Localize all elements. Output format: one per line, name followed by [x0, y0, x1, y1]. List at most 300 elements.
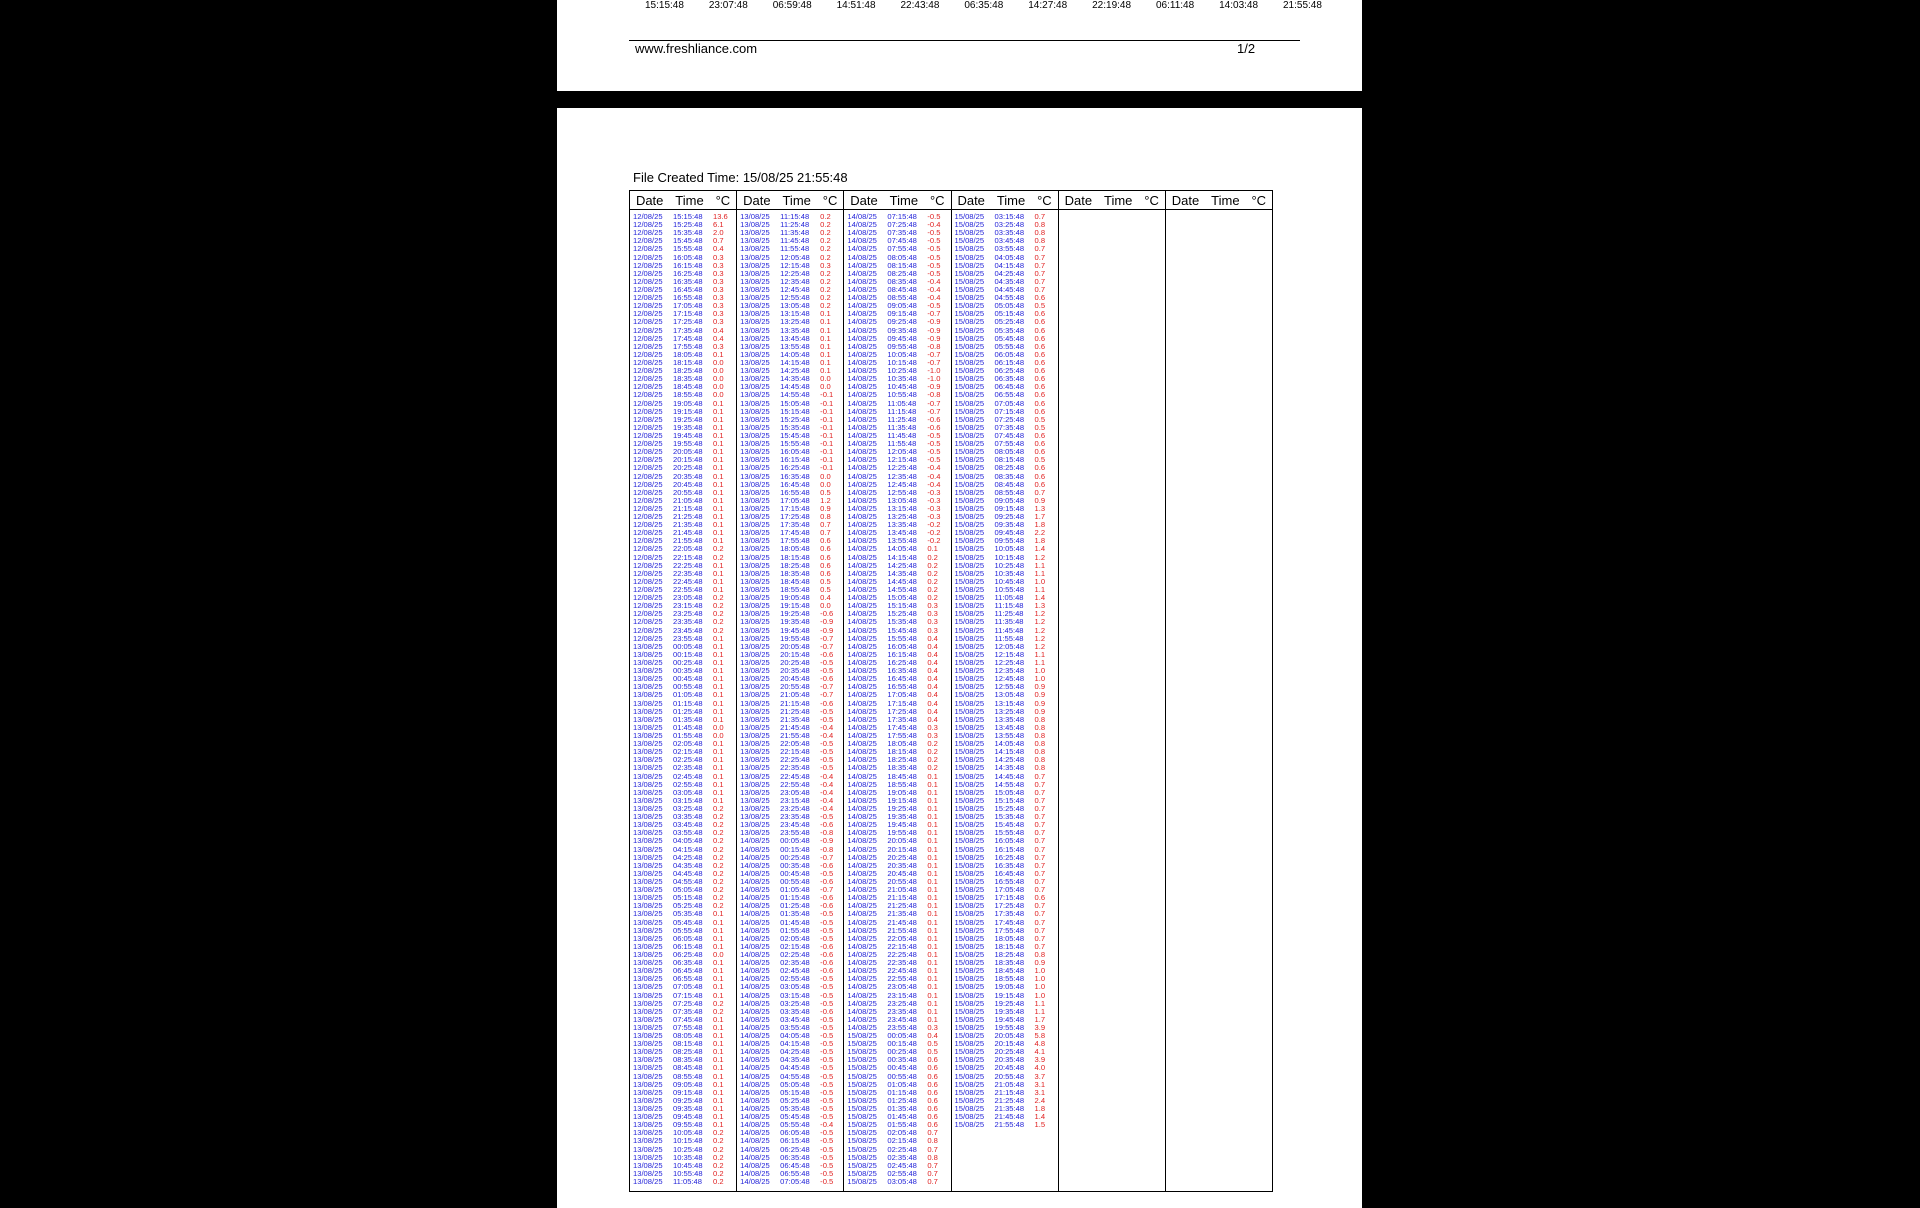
date-cell: 15/08/25	[954, 325, 985, 335]
date-cell: 13/08/25	[740, 739, 770, 749]
temperature-cell: 0.6	[1034, 293, 1046, 303]
time-cell: 11:05:48	[887, 398, 917, 408]
time-cell: 07:15:48	[887, 212, 917, 221]
date-cell: 12/08/25	[633, 357, 663, 367]
time-cell: 00:05:48	[780, 836, 810, 846]
date-cell: 14/08/25	[847, 1014, 877, 1024]
time-cell: 09:15:48	[887, 309, 917, 319]
date-cell: 15/08/25	[954, 1006, 985, 1016]
date-cell: 14/08/25	[847, 990, 877, 1000]
temperature-cell: 1.8	[1034, 536, 1046, 546]
date-cell: 15/08/25	[954, 536, 985, 546]
date-cell: 14/08/25	[740, 1152, 770, 1162]
table-row	[740, 1178, 841, 1186]
temperature-cell: -0.5	[820, 1079, 834, 1089]
time-cell: 23:05:48	[780, 787, 810, 797]
date-cell: 12/08/25	[633, 585, 663, 595]
time-cell: 19:25:48	[887, 803, 917, 813]
time-cell: 15:45:48	[673, 236, 703, 246]
temperature-cell: -0.5	[927, 301, 941, 311]
date-cell: 15/08/25	[954, 520, 985, 530]
time-cell: 18:35:48	[994, 958, 1025, 968]
temperature-cell: 0.7	[1034, 787, 1046, 797]
temperature-cell: 0.4	[713, 325, 724, 335]
time-cell: 18:15:48	[994, 941, 1025, 951]
temperature-cell: -0.5	[820, 658, 834, 668]
table-column-group	[630, 191, 737, 1191]
temperature-cell: -0.4	[820, 771, 834, 781]
time-cell: 09:45:48	[887, 333, 917, 343]
temperature-cell: 0.1	[713, 479, 724, 489]
date-cell: 15/08/25	[954, 512, 985, 522]
temperature-cell: 0.6	[1034, 447, 1046, 457]
date-cell: 15/08/25	[954, 1055, 985, 1065]
date-cell: 15/08/25	[954, 357, 985, 367]
temperature-cell: -0.5	[927, 228, 941, 238]
time-cell: 23:35:48	[887, 1006, 917, 1016]
temperature-cell: 0.1	[713, 690, 724, 700]
table-rows	[1166, 210, 1272, 213]
date-cell: 15/08/25	[954, 439, 985, 449]
date-cell: 13/08/25	[740, 731, 770, 740]
time-cell: 12:35:48	[780, 276, 810, 286]
time-cell: 18:45:48	[994, 966, 1025, 976]
time-cell: 00:15:48	[673, 649, 703, 659]
temperature-cell: -0.6	[820, 1006, 834, 1016]
temperature-cell: 0.8	[1034, 236, 1046, 246]
time-cell: 13:45:48	[780, 333, 810, 343]
temperature-cell: 0.1	[927, 933, 938, 943]
time-cell: 00:25:48	[887, 1047, 917, 1057]
time-cell: 07:55:48	[887, 244, 917, 254]
time-cell: 09:55:48	[887, 341, 917, 351]
time-cell: 09:25:48	[994, 512, 1025, 522]
temperature-cell: 0.2	[713, 998, 724, 1008]
temperature-cell: 0.1	[713, 568, 724, 578]
date-cell: 15/08/25	[847, 1071, 877, 1081]
temperature-cell: 0.1	[927, 868, 938, 878]
time-cell: 06:05:48	[780, 1128, 810, 1138]
date-cell: 13/08/25	[740, 633, 770, 643]
temperature-cell: 0.1	[713, 1087, 724, 1097]
time-cell: 19:25:48	[673, 414, 703, 424]
time-cell: 00:45:48	[673, 674, 703, 684]
date-cell: 12/08/25	[633, 536, 663, 546]
date-cell: 14/08/25	[740, 1039, 770, 1049]
time-cell: 16:45:48	[780, 479, 810, 489]
date-cell: 13/08/25	[633, 1160, 663, 1170]
time-cell: 22:55:48	[887, 974, 917, 984]
temperature-cell: 1.0	[1034, 990, 1046, 1000]
temperature-cell: 0.6	[820, 552, 831, 562]
time-cell: 17:35:48	[994, 909, 1025, 919]
temperature-cell: -0.5	[820, 1095, 834, 1105]
date-cell: 14/08/25	[847, 585, 877, 595]
time-cell: 19:15:48	[887, 795, 917, 805]
temperature-cell: 1.7	[1034, 512, 1046, 522]
date-cell: 14/08/25	[740, 1047, 770, 1057]
date-cell: 13/08/25	[740, 366, 770, 376]
date-cell: 15/08/25	[954, 771, 985, 781]
time-cell: 10:35:48	[673, 1152, 703, 1162]
temperature-cell: 0.7	[1034, 779, 1046, 789]
time-cell: 18:35:48	[887, 763, 917, 773]
temperature-cell: 0.3	[927, 1022, 938, 1032]
temperature-cell: 0.6	[927, 1071, 938, 1081]
temperature-cell: 0.1	[713, 641, 724, 651]
time-cell: 07:45:48	[673, 1014, 703, 1024]
date-cell: 15/08/25	[954, 974, 985, 984]
date-cell: 14/08/25	[847, 698, 877, 708]
temperature-cell: 0.5	[1034, 422, 1046, 432]
temperature-cell: 0.7	[1034, 487, 1046, 497]
date-cell: 15/08/25	[847, 1128, 877, 1138]
time-cell: 21:15:48	[994, 1087, 1025, 1097]
time-cell: 18:15:48	[673, 357, 703, 367]
date-cell: 14/08/25	[847, 390, 877, 400]
date-cell: 15/08/25	[954, 820, 985, 830]
temperature-cell: 0.1	[713, 487, 724, 497]
time-cell: 02:45:48	[673, 771, 703, 781]
date-cell: 13/08/25	[740, 301, 770, 311]
date-cell: 14/08/25	[740, 998, 770, 1008]
table-column-group	[737, 191, 844, 1191]
time-cell: 07:25:48	[887, 220, 917, 230]
temperature-cell: -0.5	[820, 812, 834, 822]
time-cell: 02:15:48	[780, 941, 810, 951]
date-cell: 12/08/25	[633, 276, 663, 286]
time-cell: 21:15:48	[887, 893, 917, 903]
temperature-cell: 0.1	[927, 544, 938, 554]
date-cell: 15/08/25	[847, 1136, 877, 1146]
temperature-cell: 0.4	[713, 244, 724, 254]
time-cell: 12:15:48	[887, 455, 917, 465]
footer-url[interactable]: www.freshliance.com	[635, 41, 758, 56]
time-cell: 09:45:48	[673, 1112, 703, 1122]
temperature-cell: 0.2	[713, 844, 724, 854]
time-cell: 06:45:48	[994, 382, 1025, 392]
date-cell: 12/08/25	[633, 301, 663, 311]
time-cell: 16:35:48	[994, 860, 1025, 870]
temperature-cell: 1.8	[1034, 1104, 1046, 1114]
time-cell: 14:15:48	[887, 552, 917, 562]
time-cell: 10:35:48	[887, 374, 917, 384]
temperature-cell: 0.3	[927, 731, 938, 740]
temperature-cell: 0.0	[713, 722, 724, 732]
temperature-cell: -0.2	[927, 536, 941, 546]
temperature-cell: 0.2	[820, 236, 831, 246]
time-cell: 15:25:48	[780, 414, 810, 424]
temperature-cell: -0.5	[820, 974, 834, 984]
time-cell: 19:35:48	[994, 1006, 1025, 1016]
date-cell: 15/08/25	[954, 982, 985, 992]
temperature-cell: -0.4	[927, 471, 941, 481]
date-cell: 14/08/25	[740, 844, 770, 854]
date-cell: 12/08/25	[633, 236, 663, 246]
temperature-cell: 0.6	[927, 1112, 938, 1122]
date-cell: 15/08/25	[954, 706, 985, 716]
time-cell: 04:05:48	[994, 252, 1025, 262]
time-cell: 09:15:48	[673, 1087, 703, 1097]
date-cell: 14/08/25	[740, 893, 770, 903]
date-cell: 14/08/25	[740, 949, 770, 959]
table-row	[633, 1178, 734, 1186]
time-cell: 01:55:48	[673, 731, 703, 740]
time-cell: 07:35:48	[673, 1006, 703, 1016]
time-cell: 03:05:48	[673, 787, 703, 797]
temperature-cell: -0.6	[820, 893, 834, 903]
date-cell: 14/08/25	[847, 414, 877, 424]
time-cell: 02:05:48	[887, 1128, 917, 1138]
temperature-cell: 0.2	[713, 1006, 724, 1016]
temperature-cell: 0.1	[713, 576, 724, 586]
date-cell: 12/08/25	[633, 260, 663, 270]
time-cell: 18:45:48	[673, 382, 703, 392]
temperature-cell: 0.1	[927, 982, 938, 992]
time-cell: 22:25:48	[780, 755, 810, 765]
time-cell: 07:05:48	[673, 982, 703, 992]
date-cell: 13/08/25	[740, 220, 770, 230]
time-cell: 05:45:48	[780, 1112, 810, 1122]
time-cell: 17:55:48	[673, 341, 703, 351]
temperature-cell: 0.7	[1034, 260, 1046, 270]
temperature-cell: -0.1	[820, 390, 834, 400]
date-cell: 14/08/25	[847, 658, 877, 668]
time-cell: 03:35:48	[994, 228, 1025, 238]
header-cell: Time	[889, 192, 919, 208]
time-cell: 11:15:48	[994, 601, 1024, 611]
date-cell: 14/08/25	[740, 860, 770, 870]
time-cell: 03:45:48	[780, 1014, 810, 1024]
temperature-cell: 0.4	[927, 666, 938, 676]
time-cell: 18:55:48	[994, 974, 1025, 984]
temperature-cell: 0.4	[927, 1031, 938, 1041]
date-cell: 14/08/25	[847, 714, 877, 724]
temperature-cell: 0.6	[1034, 333, 1046, 343]
time-cell: 15:05:48	[780, 398, 810, 408]
date-cell: 14/08/25	[740, 1087, 770, 1097]
date-cell: 15/08/25	[954, 503, 985, 513]
time-cell: 08:25:48	[673, 1047, 703, 1057]
temperature-cell: -0.5	[820, 739, 834, 749]
temperature-cell: 1.2	[1034, 552, 1046, 562]
time-cell: 17:45:48	[673, 333, 703, 343]
date-cell: 14/08/25	[847, 447, 877, 457]
temperature-cell: -0.9	[927, 325, 941, 335]
date-cell: 14/08/25	[847, 422, 877, 432]
temperature-cell: 1.4	[1034, 1112, 1046, 1122]
temperature-cell: 0.4	[927, 649, 938, 659]
date-cell: 14/08/25	[847, 706, 877, 716]
temperature-cell: -0.8	[927, 341, 941, 351]
date-cell: 12/08/25	[633, 268, 663, 278]
time-cell: 05:45:48	[673, 917, 703, 927]
time-cell: 23:35:48	[780, 812, 810, 822]
temperature-cell: 0.1	[927, 771, 938, 781]
temperature-cell: -0.5	[820, 1160, 834, 1170]
temperature-cell: 0.2	[927, 593, 938, 603]
date-cell: 14/08/25	[847, 666, 877, 676]
time-cell: 13:25:48	[887, 512, 917, 522]
time-cell: 16:25:48	[887, 658, 917, 668]
temperature-cell: 0.7	[1034, 860, 1046, 870]
time-cell: 13:05:48	[780, 301, 810, 311]
temperature-cell: -0.8	[927, 390, 941, 400]
date-cell: 14/08/25	[740, 1022, 770, 1032]
date-cell: 15/08/25	[954, 593, 985, 603]
date-cell: 13/08/25	[740, 439, 770, 449]
date-cell: 14/08/25	[740, 885, 770, 895]
time-cell: 06:05:48	[994, 349, 1025, 359]
time-cell: 17:15:48	[673, 309, 703, 319]
temperature-cell: 0.7	[820, 528, 831, 538]
time-cell: 09:05:48	[887, 301, 917, 311]
time-cell: 07:35:48	[887, 228, 917, 238]
date-cell: 14/08/25	[847, 244, 877, 254]
temperature-cell: 0.5	[1034, 455, 1046, 465]
temperature-cell: 0.1	[927, 909, 938, 919]
temperature-cell: 0.0	[820, 601, 831, 611]
time-cell: 01:05:48	[780, 885, 810, 895]
temperature-cell: 0.1	[713, 1120, 724, 1130]
date-cell: 13/08/25	[740, 666, 770, 676]
time-cell: 11:45:48	[887, 430, 917, 440]
time-cell: 20:55:48	[887, 876, 917, 886]
time-cell: 11:55:48	[887, 439, 917, 449]
time-cell: 21:45:48	[994, 1112, 1025, 1122]
time-cell: 05:55:48	[673, 925, 703, 935]
date-cell: 13/08/25	[633, 763, 663, 773]
temperature-cell: 0.1	[713, 1031, 724, 1041]
time-cell: 18:35:48	[673, 374, 703, 384]
temperature-cell: -0.6	[820, 949, 834, 959]
date-cell: 13/08/25	[740, 212, 770, 221]
temperature-cell: 0.2	[820, 228, 831, 238]
date-cell: 15/08/25	[954, 1014, 985, 1024]
date-cell: 12/08/25	[633, 244, 663, 254]
temperature-cell: -0.3	[927, 495, 941, 505]
date-cell: 14/08/25	[847, 649, 877, 659]
time-cell: 00:55:48	[887, 1071, 917, 1081]
date-cell: 13/08/25	[633, 958, 663, 968]
time-cell: 06:25:48	[780, 1144, 810, 1154]
temperature-cell: -0.5	[820, 1112, 834, 1122]
date-cell: 13/08/25	[740, 252, 770, 262]
date-cell: 13/08/25	[740, 325, 770, 335]
date-cell: 13/08/25	[633, 885, 663, 895]
temperature-cell: 4.1	[1034, 1047, 1046, 1057]
date-cell: 13/08/25	[633, 706, 663, 716]
date-cell: 14/08/25	[740, 1128, 770, 1138]
date-cell: 14/08/25	[847, 860, 877, 870]
time-cell: 04:15:48	[994, 260, 1025, 270]
temperature-cell: 0.1	[927, 1006, 938, 1016]
date-cell: 15/08/25	[954, 236, 985, 246]
time-cell: 19:35:48	[673, 422, 703, 432]
time-cell: 08:55:48	[673, 1071, 703, 1081]
time-cell: 02:55:48	[780, 974, 810, 984]
date-cell: 13/08/25	[740, 479, 770, 489]
time-cell: 03:25:48	[673, 803, 703, 813]
date-cell: 14/08/25	[847, 236, 877, 246]
temperature-cell: 0.1	[713, 941, 724, 951]
date-cell: 14/08/25	[740, 909, 770, 919]
date-cell: 15/08/25	[954, 406, 985, 416]
time-cell: 07:45:48	[887, 236, 917, 246]
temperature-cell: 0.2	[713, 625, 724, 635]
date-cell: 13/08/25	[633, 1104, 663, 1114]
date-cell: 15/08/25	[847, 1079, 877, 1089]
temperature-cell: -0.3	[927, 487, 941, 497]
temperature-cell: 0.4	[820, 593, 831, 603]
date-cell: 14/08/25	[740, 1014, 770, 1024]
date-cell: 12/08/25	[633, 284, 663, 294]
temperature-cell: -0.5	[820, 1039, 834, 1049]
temperature-cell: -0.5	[820, 990, 834, 1000]
date-cell: 12/08/25	[633, 463, 663, 473]
temperature-cell: 0.7	[1034, 276, 1046, 286]
time-cell: 15:45:48	[887, 625, 917, 635]
temperature-cell: 0.1	[713, 674, 724, 684]
time-cell: 17:55:48	[780, 536, 810, 546]
time-cell: 03:55:48	[673, 828, 703, 838]
date-cell: 13/08/25	[740, 544, 770, 554]
temperature-cell: -0.6	[820, 941, 834, 951]
column-header	[844, 191, 950, 210]
time-cell: 19:55:48	[994, 1022, 1025, 1032]
date-cell: 13/08/25	[633, 998, 663, 1008]
time-cell: 05:05:48	[673, 885, 703, 895]
table-column-group	[1059, 191, 1166, 1191]
date-cell: 14/08/25	[847, 495, 877, 505]
temperature-cell: 0.1	[713, 917, 724, 927]
date-cell: 13/08/25	[633, 893, 663, 903]
date-cell: 15/08/25	[954, 682, 985, 692]
temperature-cell: 0.6	[927, 1120, 938, 1130]
temperature-cell: 0.6	[927, 1055, 938, 1065]
temperature-cell: 0.0	[820, 471, 831, 481]
time-cell: 05:15:48	[780, 1087, 810, 1097]
time-cell: 00:45:48	[887, 1063, 917, 1073]
date-cell: 13/08/25	[633, 1177, 663, 1187]
temperature-cell: 0.2	[713, 828, 724, 838]
time-cell: 15:15:48	[994, 795, 1025, 805]
time-cell: 16:45:48	[994, 868, 1025, 878]
time-cell: 13:55:48	[780, 341, 810, 351]
time-cell: 18:25:48	[887, 755, 917, 765]
date-cell: 14/08/25	[847, 958, 877, 968]
time-cell: 15:55:48	[780, 439, 810, 449]
temperature-cell: 0.2	[927, 763, 938, 773]
time-cell: 03:05:48	[780, 982, 810, 992]
date-cell: 14/08/25	[740, 1120, 770, 1130]
temperature-cell: 0.7	[1034, 868, 1046, 878]
time-cell: 07:35:48	[994, 422, 1025, 432]
temperature-cell: 0.2	[713, 617, 724, 627]
time-cell: 10:45:48	[673, 1160, 703, 1170]
date-cell: 15/08/25	[954, 220, 985, 230]
temperature-cell: 0.1	[927, 779, 938, 789]
temperature-cell: 0.1	[713, 958, 724, 968]
time-cell: 20:35:48	[887, 860, 917, 870]
date-cell: 13/08/25	[633, 812, 663, 822]
date-cell: 15/08/25	[954, 447, 985, 457]
table-rows	[737, 210, 843, 1186]
date-cell: 12/08/25	[633, 593, 663, 603]
time-cell: 09:55:48	[673, 1120, 703, 1130]
temperature-cell: 0.3	[713, 309, 724, 319]
temperature-cell: -0.4	[820, 1120, 834, 1130]
